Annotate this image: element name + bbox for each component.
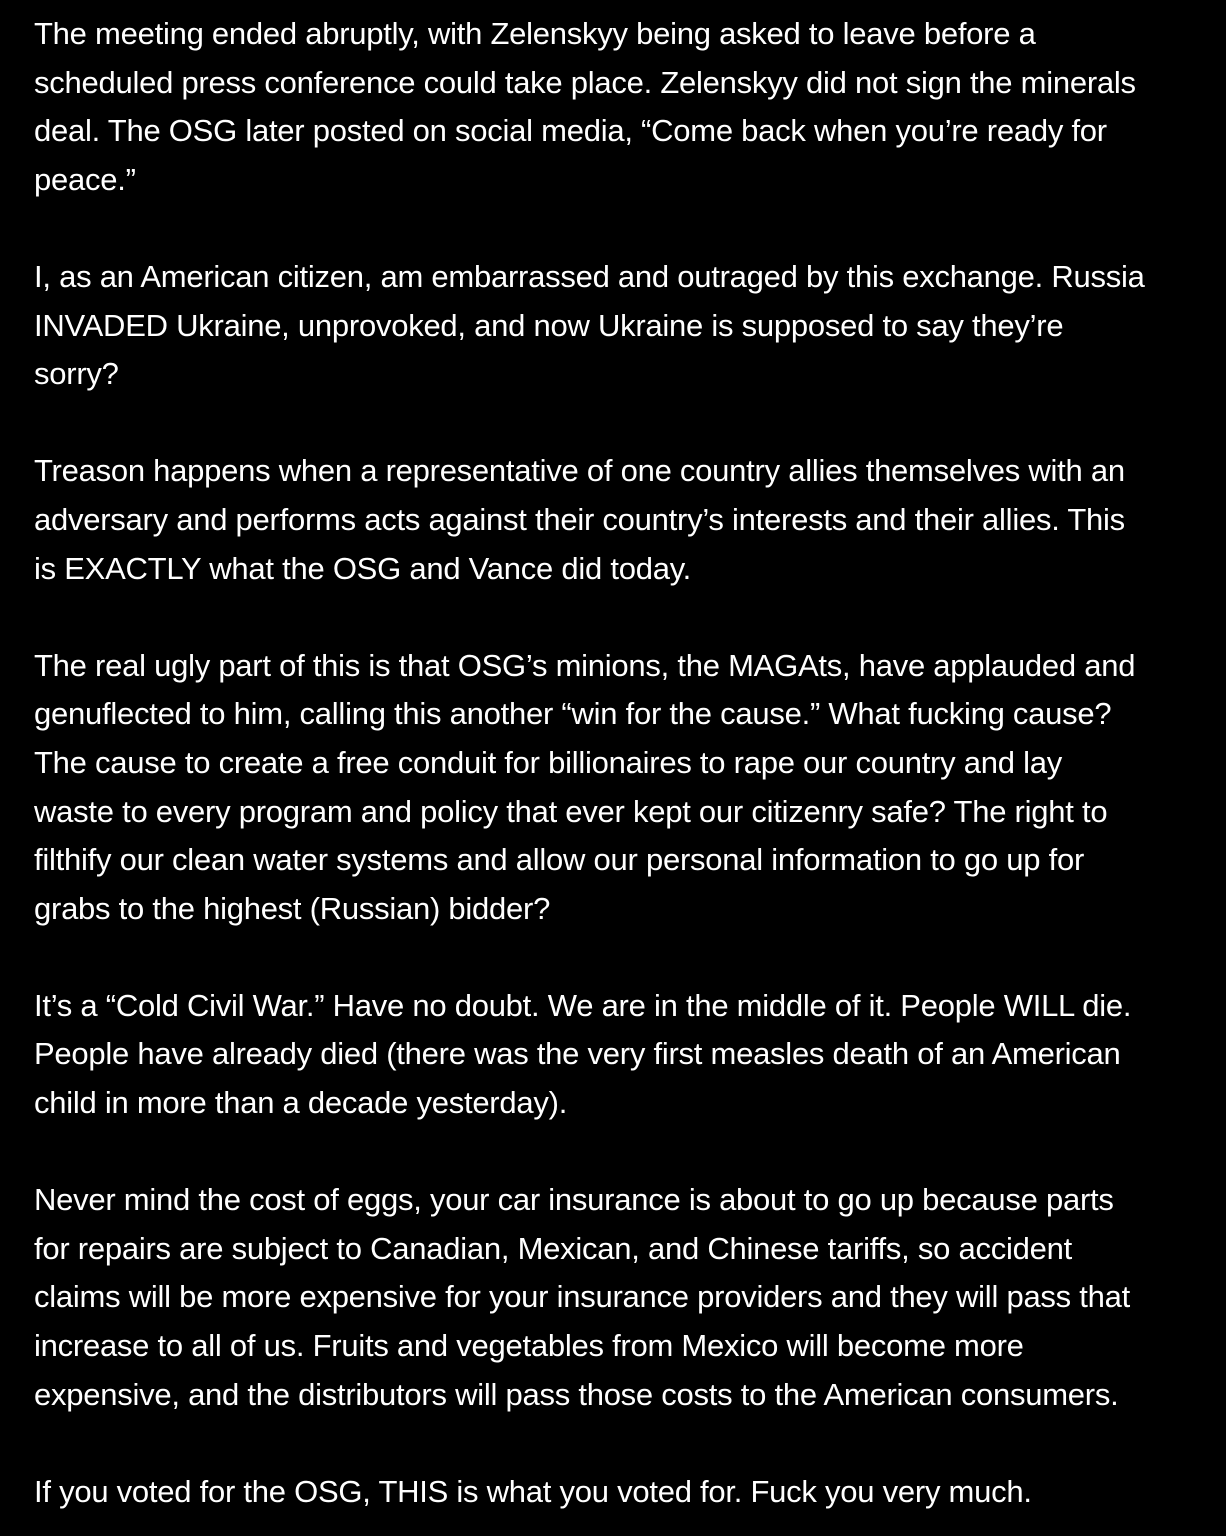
paragraph-ugly-part: The real ugly part of this is that OSG’s minions, the MAGAts, have applauded and genuflected to him, calling this another “win for the cause.” What fucking cause? The cause to create a free conduit for billionaires to rape our country and lay waste to every program and policy that ever kept our citizenry safe? The right to filthify our clean water systems and allow our personal information to go up for grabs to the highest (Russian) bidder?: [34, 647, 1136, 926]
paragraph-cold-civil-war: It’s a “Cold Civil War.” Have no doubt. We are in the middle of it. People WILL die. People have already died (there was the very first measles death of an American child in more than a decade yesterday).: [34, 987, 1132, 1121]
paragraph-cost-of-eggs: Never mind the cost of eggs, your car insurance is about to go up because parts for repairs are subject to Canadian, Mexican, and Chinese tariffs, so accident claims will be more expensive for your insurance providers and they will pass that increase to all of us. Fruits and vegetables from Mexico will become more expensive, and the distributors will pass those costs to the American consumers.: [34, 1182, 1130, 1412]
paragraph-american-citizen: I, as an American citizen, am embarrassed and outraged by this exchange. Russia INVADED Ukraine, unprovoked, and now Ukraine is supposed to say they’re sorry?: [34, 258, 1145, 392]
post-body: [34, 10, 1198, 1516]
paragraph-treason: Treason happens when a representative of one country allies themselves with an adversary and performs acts against their country’s interests and their allies. This is EXACTLY what the OSG and Vance did today.: [34, 453, 1125, 586]
paragraph-closing: If you voted for the OSG, THIS is what you voted for. Fuck you very much.: [34, 1473, 1032, 1509]
paragraph-meeting-ended: The meeting ended abruptly, with Zelenskyy being asked to leave before a scheduled press conference could take place. Zelenskyy did not sign the minerals deal. The OSG later posted on social media, “Come back when you’re ready for peace.”: [34, 16, 1136, 197]
